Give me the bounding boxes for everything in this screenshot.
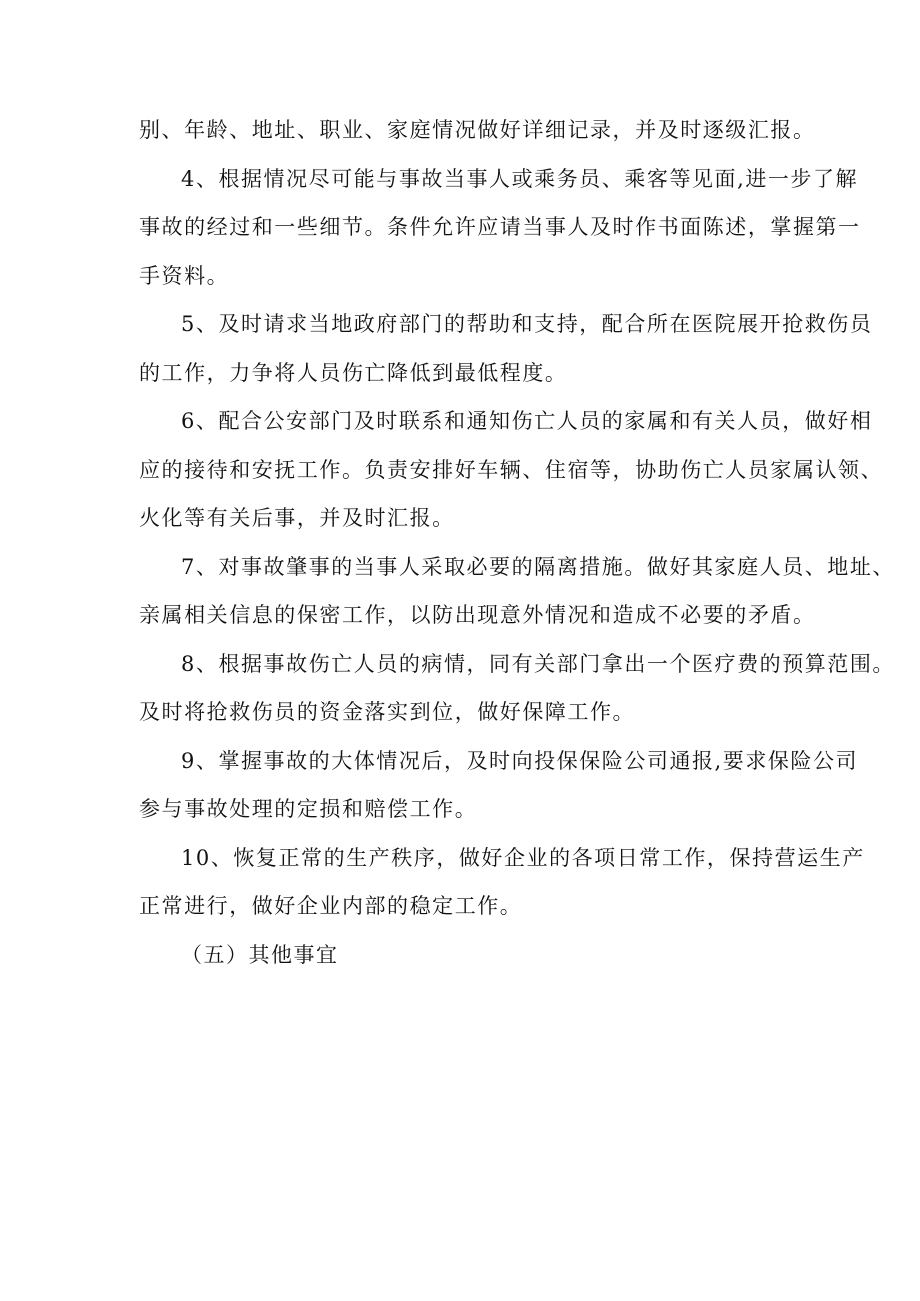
- paragraph-9-line-1: 9、掌握事故的大体情况后，及时向投保保险公司通报,要求保险公司: [181, 749, 859, 773]
- paragraph-10-line-1: 10、恢复正常的生产秩序，做好企业的各项日常工作，保持营运生产: [181, 846, 865, 870]
- paragraph-6-line-3: 火化等有关后事，并及时汇报。: [139, 506, 455, 530]
- paragraph-8-line-1: 8、根据事故伤亡人员的病情，同有关部门拿出一个医疗费的预算范围。: [181, 652, 895, 676]
- section-heading: （五）其他事宜: [181, 943, 339, 967]
- paragraph-4-line-2: 事故的经过和一些细节。条件允许应请当事人及时作书面陈述，掌握第一: [139, 215, 861, 239]
- paragraph-5-line-1: 5、及时请求当地政府部门的帮助和支持，配合所在医院展开抢救伤员: [181, 312, 873, 336]
- paragraph-4-line-3: 手资料。: [139, 264, 230, 288]
- paragraph-7-line-1: 7、对事故肇事的当事人采取必要的隔离措施。做好其家庭人员、地址、: [181, 555, 895, 579]
- paragraph-4-line-1: 4、根据情况尽可能与事故当事人或乘务员、乘客等见面,进一步了解: [181, 167, 859, 191]
- paragraph-3-line-end: 别、年龄、地址、职业、家庭情况做好详细记录，并及时逐级汇报。: [139, 118, 816, 142]
- paragraph-9-line-2: 参与事故处理的定损和赔偿工作。: [139, 797, 478, 821]
- paragraph-6-line-2: 应的接待和安抚工作。负责安排好车辆、住宿等，协助伤亡人员家属认领、: [139, 458, 884, 482]
- paragraph-5-line-2: 的工作，力争将人员伤亡降低到最低程度。: [139, 361, 568, 385]
- paragraph-6-line-1: 6、配合公安部门及时联系和通知伤亡人员的家属和有关人员，做好相: [181, 409, 873, 433]
- paragraph-10-line-2: 正常进行，做好企业内部的稳定工作。: [139, 894, 523, 918]
- paragraph-7-line-2: 亲属相关信息的保密工作，以防出现意外情况和造成不必要的矛盾。: [139, 603, 816, 627]
- paragraph-8-line-2: 及时将抢救伤员的资金落实到位，做好保障工作。: [139, 700, 636, 724]
